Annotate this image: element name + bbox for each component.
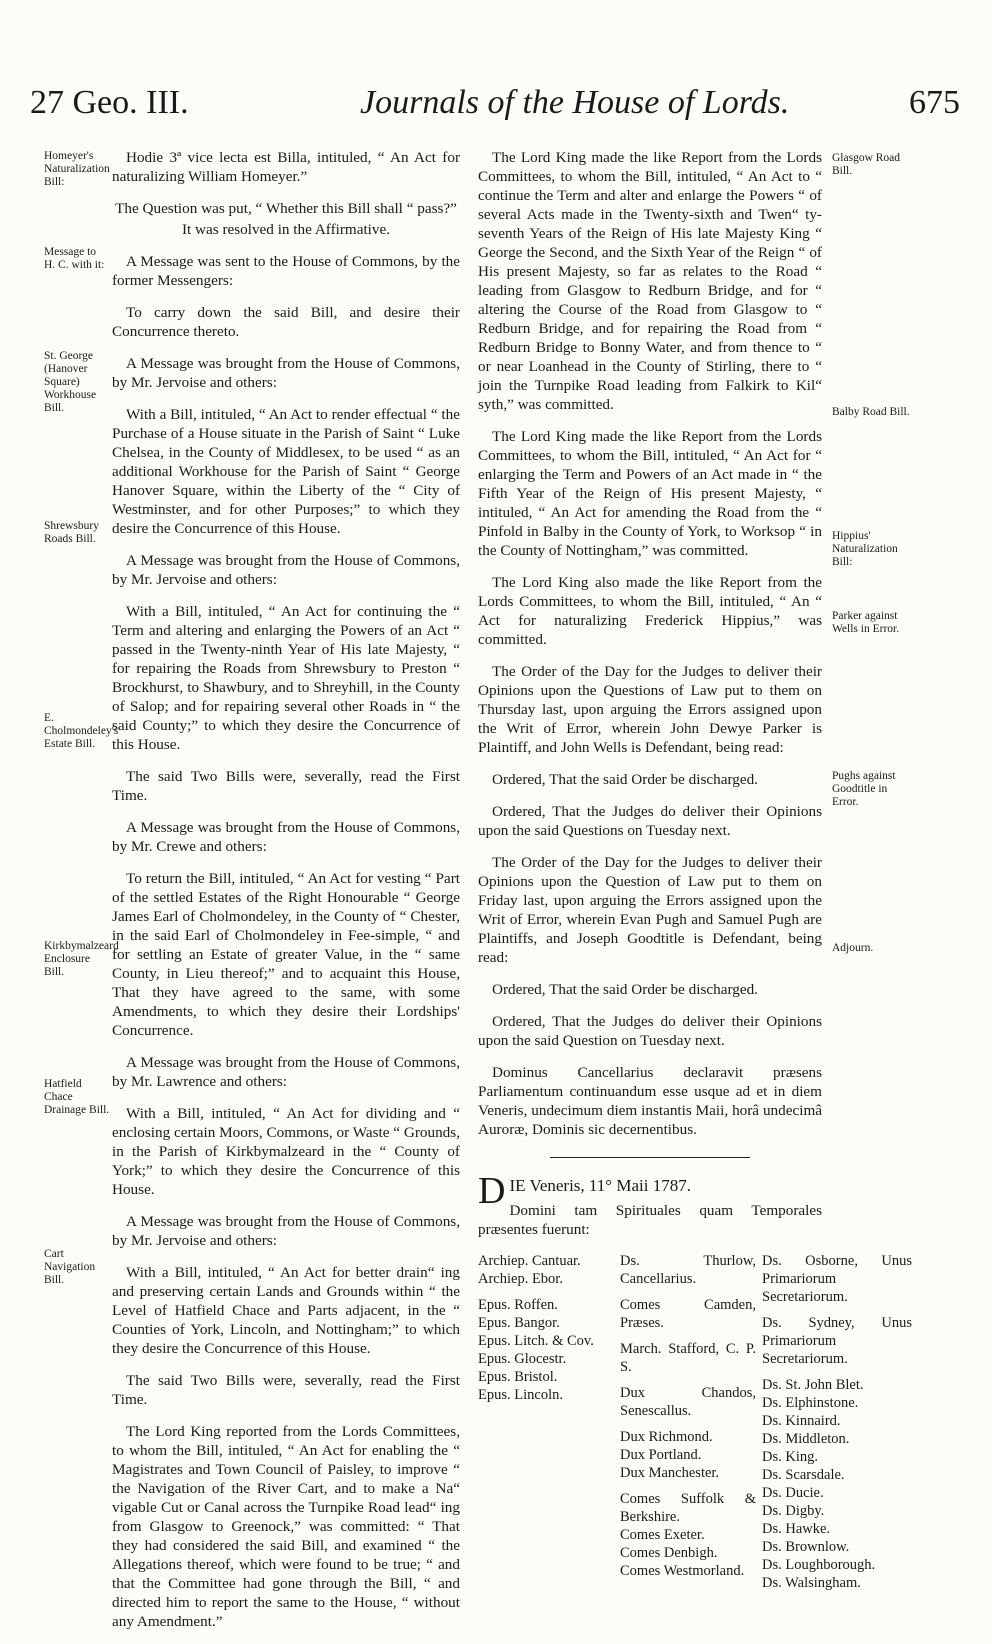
lords-present: [478, 1252, 912, 1591]
lord-entry: Archiep. Cantuar.: [478, 1253, 581, 1269]
drop-initial: D: [478, 1170, 506, 1212]
margin-note: Adjourn.: [832, 942, 874, 954]
lord-entry: Ds. Digby.: [762, 1503, 825, 1519]
lord-entry: Dux Chandos, Senescallus.: [620, 1385, 756, 1419]
margin-note: Balby Road Bill.: [832, 406, 910, 418]
present-line: Domini tam Spirituales quam Temporales præsentes fuerunt:: [478, 1202, 822, 1238]
margin-note: Pughs against Goodtitle in Error.: [832, 770, 896, 808]
paragraph: The Lord King reported from the Lords Committees, to whom the Bill, intituled, “ An Act for enabling the “ Magistrates and Town Council of Paisley, to improve “ the Navigation of the River Cart, and to make a Na“ vigable Cut or Canal across the Turnpike Road lead“ ing from Glasgow to Greenock,” was committed: “ That they had considered the said Bill, and examined “ the Allegations thereof, which were found to be true; “ and that the Committee had gone through the Bill, “ and directed him to report the same to the House, “ without any Amendment.”: [112, 1423, 460, 1630]
journal-title: Journals of the House of Lords.: [360, 84, 790, 121]
paragraph: Ordered, That the said Order be discharged.: [492, 771, 758, 788]
session-date: [478, 1170, 822, 1212]
lord-entry: Ds. Ducie.: [762, 1485, 824, 1501]
temporal-lords-2: [762, 1252, 912, 1592]
paragraph: With a Bill, intituled, “ An Act for continuing the “ Term and altering and enlarging the Powers of an Act “ passed in the Twenty-ninth Year of His late Majesty, “ for repairing the Roads from Shrewsbury to Preston “ Brockhurst, to Shawbury, and to Shreyhill, in the County of Salop; and for repairing several other Roads in “ the said County;” to which they desire the Concurrence of this House.: [112, 603, 460, 753]
page-header: [30, 84, 960, 130]
paragraph: The Order of the Day for the Judges to deliver their Opinions upon the Questions of Law put to them on Thursday last, upon arguing the Errors assigned upon the Writ of Error, wherein John Dewye Parker is Plaintiff, and John Wells is Defendant, being read:: [478, 663, 822, 756]
margin-note: St. George (Hanover Square) Workhouse Bill.: [44, 350, 97, 414]
spiritual-lords: [478, 1252, 618, 1404]
margin-note: Glasgow Road Bill.: [832, 152, 901, 177]
lord-entry: Comes Exeter.: [620, 1527, 705, 1543]
lord-entry: Dux Manchester.: [620, 1465, 720, 1481]
paragraph: A Message was brought from the House of Commons, by Mr. Crewe and others:: [112, 819, 460, 855]
lord-entry: Comes Westmorland.: [620, 1563, 745, 1579]
lord-entry: Epus. Glocestr.: [478, 1351, 567, 1367]
lord-entry: Ds. Thurlow, Cancellarius.: [620, 1253, 756, 1287]
paragraph: To return the Bill, intituled, “ An Act for vesting “ Part of the settled Estates of the Right Honourable “ George James Earl of Cholmondeley, in the County of “ Chester, in the said Earl of Cholmondeley in Fee-simple, “ and for settling an Estate of greater Value, in the “ same County, in Lieu thereof;” and to acquaint this House, That they have agreed to the same, with some Amendments, to which they desire their Lordships' Concurrence.: [112, 870, 460, 1039]
lord-entry: Ds. Sydney, Unus Primariorum Secretariorum.: [762, 1315, 912, 1367]
temporal-lords-1: [620, 1252, 756, 1580]
lord-entry: Ds. King.: [762, 1449, 818, 1465]
lord-entry: Epus. Lincoln.: [478, 1387, 563, 1403]
left-column: [112, 148, 460, 1644]
paragraph: To carry down the said Bill, and desire their Concurrence thereto.: [112, 304, 460, 340]
lord-entry: Ds. Kinnaird.: [762, 1413, 841, 1429]
lord-entry: Ds. Brownlow.: [762, 1539, 850, 1555]
regnal-year: 27 Geo. III.: [30, 84, 189, 121]
paragraph: A Message was brought from the House of Commons, by Mr. Jervoise and others:: [112, 1213, 460, 1249]
paragraph: A Message was brought from the House of Commons, by Mr. Jervoise and others:: [112, 355, 460, 391]
margin-note: Message to H. C. with it:: [44, 246, 105, 271]
paragraph: With a Bill, intituled, “ An Act for better drain“ ing and preserving certain Lands and Grounds within “ the Level of Hatfield Chace and Parts adjacent, in the “ Counties of York, Lincoln, and Nottingham;” to which they desire the Concurrence of this House.: [112, 1264, 460, 1357]
lord-entry: Epus. Roffen.: [478, 1297, 558, 1313]
lord-entry: Archiep. Ebor.: [478, 1271, 563, 1287]
date-text: IE Veneris, 11° Maii 1787.: [509, 1176, 691, 1195]
paragraph: It was resolved in the Affirmative.: [181, 221, 391, 238]
paragraph: Ordered, That the Judges do deliver their Opinions upon the said Questions on Tuesday next.: [478, 803, 822, 839]
lord-entry: Epus. Bristol.: [478, 1369, 558, 1385]
lord-entry: Ds. Middleton.: [762, 1431, 850, 1447]
lord-entry: Ds. Hawke.: [762, 1521, 831, 1537]
paragraph: The Order of the Day for the Judges to deliver their Opinions upon the Question of Law put to them on Friday last, upon arguing the Errors assigned upon the Writ of Error, wherein Evan Pugh and Samuel Pugh are Plaintiffs, and Joseph Goodtitle is Defendant, being read:: [478, 854, 822, 966]
paragraph: Dominus Cancellarius declaravit præsens Parliamentum continuandum esse usque ad et in diem Veneris, undecimum diem instantis Maii, horâ undecimâ Auroræ, Dominis sic decernentibus.: [478, 1064, 822, 1138]
page-number: 675: [909, 84, 960, 121]
margin-note: Hippius' Naturalization Bill:: [832, 530, 898, 568]
paragraph: The Lord King made the like Report from the Lords Committees, to whom the Bill, intituled, “ An Act to “ continue the Term and alter and enlarge the Powers “ of several Acts made in the Twenty-sixth and Twen“ ty-seventh Years of the Reign of His late Majesty King “ George the Second, and the Sixth Year of the Reign “ of His present Majesty, so far as relates to the Road “ leading from Glasgow to Redburn Bridge, and for “ altering the Course of the Road from Glasgow to “ Redburn Bridge, and for repairing the Road from “ Redburn Bridge to Bonny Water, and from thence to “ or near Loanhead in the County of Stirling, there to “ join the Turnpike Road leading from Falkirk to Kil“ syth,” was committed.: [478, 149, 822, 413]
lord-entry: Ds. Osborne, Unus Primariorum Secretariorum.: [762, 1253, 912, 1305]
paragraph: A Message was sent to the House of Commons, by the former Messengers:: [112, 253, 460, 289]
lord-entry: Dux Richmond.: [620, 1429, 713, 1445]
lord-entry: Dux Portland.: [620, 1447, 702, 1463]
lord-entry: Comes Denbigh.: [620, 1545, 718, 1561]
lord-entry: Comes Camden, Præses.: [620, 1297, 756, 1331]
lord-entry: Comes Suffolk & Berkshire.: [620, 1491, 756, 1525]
margin-note: Hatfield Chace Drainage Bill.: [44, 1078, 110, 1116]
margin-note: Homeyer's Naturalization Bill:: [44, 150, 110, 188]
margin-note: Cart Navigation Bill.: [44, 1248, 96, 1286]
margin-note: Kirkbymalzeard Enclosure Bill.: [44, 940, 119, 978]
margin-note: Shrewsbury Roads Bill.: [44, 520, 99, 545]
lord-entry: Epus. Bangor.: [478, 1315, 560, 1331]
paragraph: With a Bill, intituled, “ An Act for dividing and “ enclosing certain Moors, Commons, or Waste “ Grounds, in the Parish of Kirkbymalzeard in the “ County of York;” to which they desire the Concurrence of this House.: [112, 1105, 460, 1198]
paragraph: Ordered, That the said Order be discharged.: [492, 981, 758, 998]
lord-entry: Ds. Walsingham.: [762, 1575, 861, 1591]
paragraph: Hodie 3ª vice lecta est Billa, intituled, “ An Act for naturalizing William Homeyer.”: [112, 149, 460, 185]
paragraph: With a Bill, intituled, “ An Act to render effectual “ the Purchase of a House situate in the Parish of Saint “ Luke Chelsea, in the County of Middlesex, to be used “ as an additional Workhouse for the Parish of Saint “ George Hanover Square, within the Liberty of the “ City of Westminster, and for other Purposes;” to which they desire the Concurrence of this House.: [112, 406, 460, 537]
paragraph: The Lord King made the like Report from the Lords Committees, to whom the Bill, intituled, “ An Act for “ enlarging the Term and Powers of an Act made in “ the Fifth Year of the Reign of His present Majesty, “ intituled, “ An Act for amending the Road from the “ Pinfold in Balby in the County of York, to Worksop “ in the County of Nottingham,” was committed.: [478, 428, 822, 559]
lord-entry: Ds. St. John Blet.: [762, 1377, 864, 1393]
paragraph: The said Two Bills were, severally, read the First Time.: [112, 1372, 460, 1408]
lord-entry: March. Stafford, C. P. S.: [620, 1341, 756, 1375]
paragraph: Ordered, That the Judges do deliver their Opinions upon the said Question on Tuesday next.: [478, 1013, 822, 1049]
lord-entry: Epus. Litch. & Cov.: [478, 1333, 594, 1349]
paragraph: A Message was brought from the House of Commons, by Mr. Jervoise and others:: [112, 552, 460, 588]
margin-note: Parker against Wells in Error.: [832, 610, 900, 635]
paragraph: The Question was put, “ Whether this Bill shall “ pass?”: [115, 200, 457, 217]
section-divider: [550, 1157, 750, 1158]
paragraph: The Lord King also made the like Report from the Lords Committees, to whom the Bill, intituled, “ An “ Act for naturalizing Frederick Hippius,” was committed.: [478, 574, 822, 648]
margin-note: E. Cholmondeley's Estate Bill.: [44, 712, 119, 750]
paragraph: The said Two Bills were, severally, read the First Time.: [112, 768, 460, 804]
paragraph: A Message was brought from the House of Commons, by Mr. Lawrence and others:: [112, 1054, 460, 1090]
lord-entry: Ds. Elphinstone.: [762, 1395, 859, 1411]
lord-entry: Ds. Scarsdale.: [762, 1467, 845, 1483]
lord-entry: Ds. Loughborough.: [762, 1557, 876, 1573]
